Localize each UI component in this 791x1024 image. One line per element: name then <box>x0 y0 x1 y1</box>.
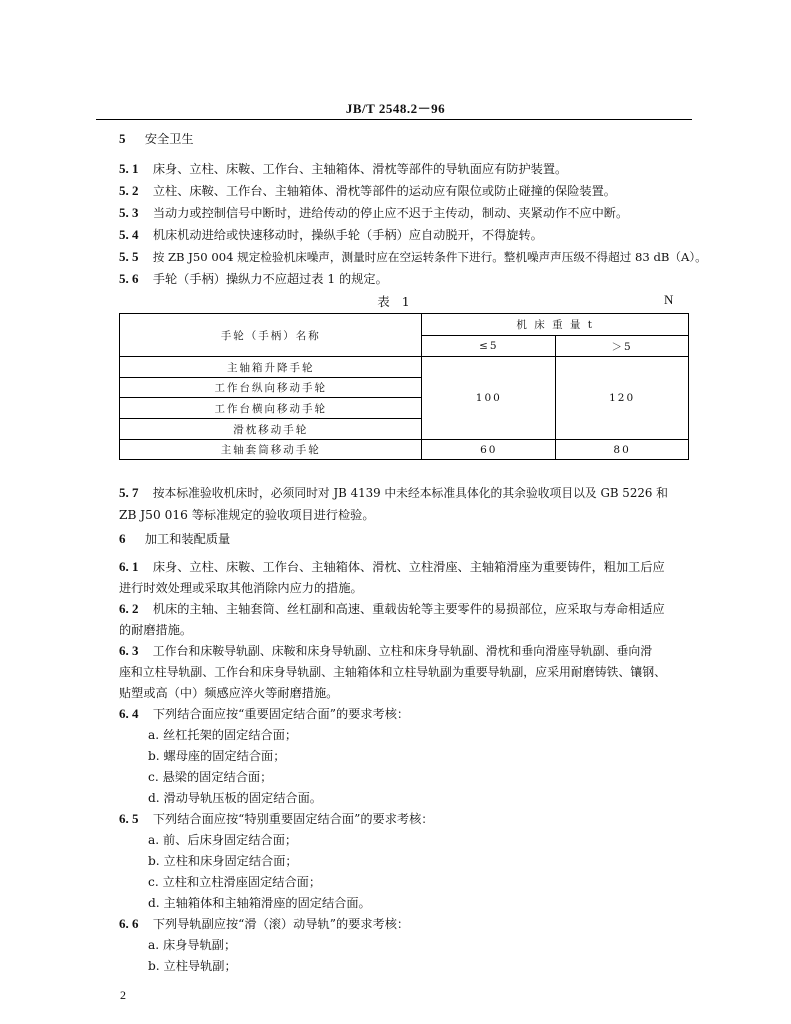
clause-5-7 <box>119 485 668 501</box>
table-row <box>120 357 689 378</box>
clause-5-5 <box>119 249 707 265</box>
clause-text: 立柱、床鞍、工作台、主轴箱体、滑枕等部件的运动应有限位或防止碰撞的保险装置。 <box>152 184 616 198</box>
list-item: c. 悬梁的固定结合面； <box>148 770 273 784</box>
clause-5-6 <box>119 271 388 287</box>
clause-text: 下列导轨副应按“滑（滚）动导轨”的要求考核： <box>152 917 410 931</box>
clause-6-3-cont: 贴塑或高（中）频感应淬火等耐磨措施。 <box>119 686 339 700</box>
section-title: 加工和装配质量 <box>144 532 231 546</box>
value-le5: 100 <box>422 357 556 440</box>
row-name: 主轴箱升降手轮 <box>120 357 422 378</box>
clause-text: 下列结合面应按“重要固定结合面”的要求考核： <box>152 707 410 721</box>
header-name: 手轮（手柄）名称 <box>120 314 422 357</box>
clause-number: 6. 5 <box>119 811 139 826</box>
list-item: b. 立柱导轨副； <box>148 959 237 973</box>
list-item: d. 滑动导轨压板的固定结合面。 <box>148 791 322 805</box>
clause-text: 机床机动进给或快速移动时，操纵手轮（手柄）应自动脱开，不得旋转。 <box>152 228 543 242</box>
clause-5-7-cont: ZB J50 016 等标准规定的验收项目进行检验。 <box>119 508 375 522</box>
list-item: a. 前、后床身固定结合面； <box>148 833 298 847</box>
clause-number: 5. 6 <box>119 271 139 286</box>
clause-text: 机床的主轴、主轴套筒、丝杠副和高速、重载齿轮等主要零件的易损部位，应采取与寿命相适应 <box>152 602 665 616</box>
clause-text: 床身、立柱、床鞍、工作台、主轴箱体、滑枕、立柱滑座、主轴箱滑座为重要铸件，粗加工后应 <box>152 560 665 574</box>
clause-text: 工作台和床鞍导轨副、床鞍和床身导轨副、立柱和床身导轨副、滑枕和垂向滑座导轨副、垂向滑 <box>152 644 653 658</box>
clause-6-1 <box>119 559 665 575</box>
header-rule <box>96 119 692 120</box>
clause-6-5 <box>119 811 433 827</box>
clause-number: 5. 4 <box>119 227 139 242</box>
list-item: c. 立柱和立柱滑座固定结合面； <box>148 875 322 889</box>
header-gt5: ＞5 <box>556 336 689 357</box>
row-name: 工作台横向移动手轮 <box>120 398 422 419</box>
page-number: 2 <box>120 988 126 1002</box>
clause-6-3 <box>119 643 652 659</box>
value-gt5: 120 <box>556 357 689 440</box>
standard-code-header: JB/T 2548.2－96 <box>345 101 446 116</box>
list-item: b. 螺母座的固定结合面； <box>148 749 286 763</box>
clause-6-6 <box>119 916 409 932</box>
clause-text: 床身、立柱、床鞍、工作台、主轴箱体、滑枕等部件的导轨面应有防护装置。 <box>152 162 568 176</box>
clause-number: 5. 5 <box>119 249 139 264</box>
clause-5-1 <box>119 161 567 177</box>
clause-text: 手轮（手柄）操纵力不应超过表 1 的规定。 <box>152 272 388 286</box>
table-row <box>120 440 689 460</box>
section-6-heading <box>119 531 230 547</box>
row-name: 主轴套筒移动手轮 <box>120 440 422 460</box>
table-unit: N <box>664 292 674 307</box>
clause-6-2-cont: 的耐磨措施。 <box>119 623 193 637</box>
clause-number: 6. 3 <box>119 643 139 658</box>
clause-number: 5. 7 <box>119 485 139 500</box>
section-5-heading <box>119 131 194 147</box>
clause-6-1-cont: 进行时效处理或采取其他消除内应力的措施。 <box>119 581 363 595</box>
list-item: a. 床身导轨副； <box>148 938 237 952</box>
clause-text: 按本标准验收机床时，必须同时对 JB 4139 中未经本标准具体化的其余验收项目以及 GB 5226 和 <box>152 486 668 500</box>
clause-number: 6. 6 <box>119 916 139 931</box>
value-le5: 60 <box>422 440 556 460</box>
clause-number: 5. 1 <box>119 161 139 176</box>
clause-6-4 <box>119 706 409 722</box>
table-caption: 表 1 <box>377 294 414 309</box>
handwheel-force-table <box>119 313 689 460</box>
clause-number: 6. 4 <box>119 706 139 721</box>
section-number: 6 <box>119 531 126 546</box>
clause-number: 5. 2 <box>119 183 139 198</box>
section-title: 安全卫生 <box>144 132 194 146</box>
clause-5-3 <box>119 205 628 221</box>
value-gt5: 80 <box>556 440 689 460</box>
clause-5-2 <box>119 183 616 199</box>
table-header-row <box>120 314 689 336</box>
list-item: a. 丝杠托架的固定结合面； <box>148 728 298 742</box>
clause-number: 6. 1 <box>119 559 139 574</box>
clause-text: 按 ZB J50 004 规定检验机床噪声，测量时应在空运转条件下进行。整机噪声声压级不得超过 83 dB（A）。 <box>152 250 707 264</box>
clause-6-3-cont: 座和立柱导轨副、工作台和床身导轨副、主轴箱体和立柱导轨副为重要导轨副，应采用耐磨铸铁、镶钢、 <box>119 665 666 679</box>
row-name: 滑枕移动手轮 <box>120 419 422 440</box>
header-machine-weight: 机 床 重 量 t <box>422 314 689 336</box>
list-item: b. 立柱和床身固定结合面； <box>148 854 298 868</box>
section-number: 5 <box>119 131 126 146</box>
clause-number: 5. 3 <box>119 205 139 220</box>
row-name: 工作台纵向移动手轮 <box>120 378 422 398</box>
list-item: d. 主轴箱体和主轴箱滑座的固定结合面。 <box>148 896 371 910</box>
clause-6-2 <box>119 601 665 617</box>
clause-text: 当动力或控制信号中断时，进给传动的停止应不迟于主传动，制动、夹紧动作不应中断。 <box>152 206 629 220</box>
clause-text: 下列结合面应按“特别重要固定结合面”的要求考核： <box>152 812 434 826</box>
clause-number: 6. 2 <box>119 601 139 616</box>
clause-5-4 <box>119 227 543 243</box>
header-le5: ≤5 <box>422 336 556 357</box>
